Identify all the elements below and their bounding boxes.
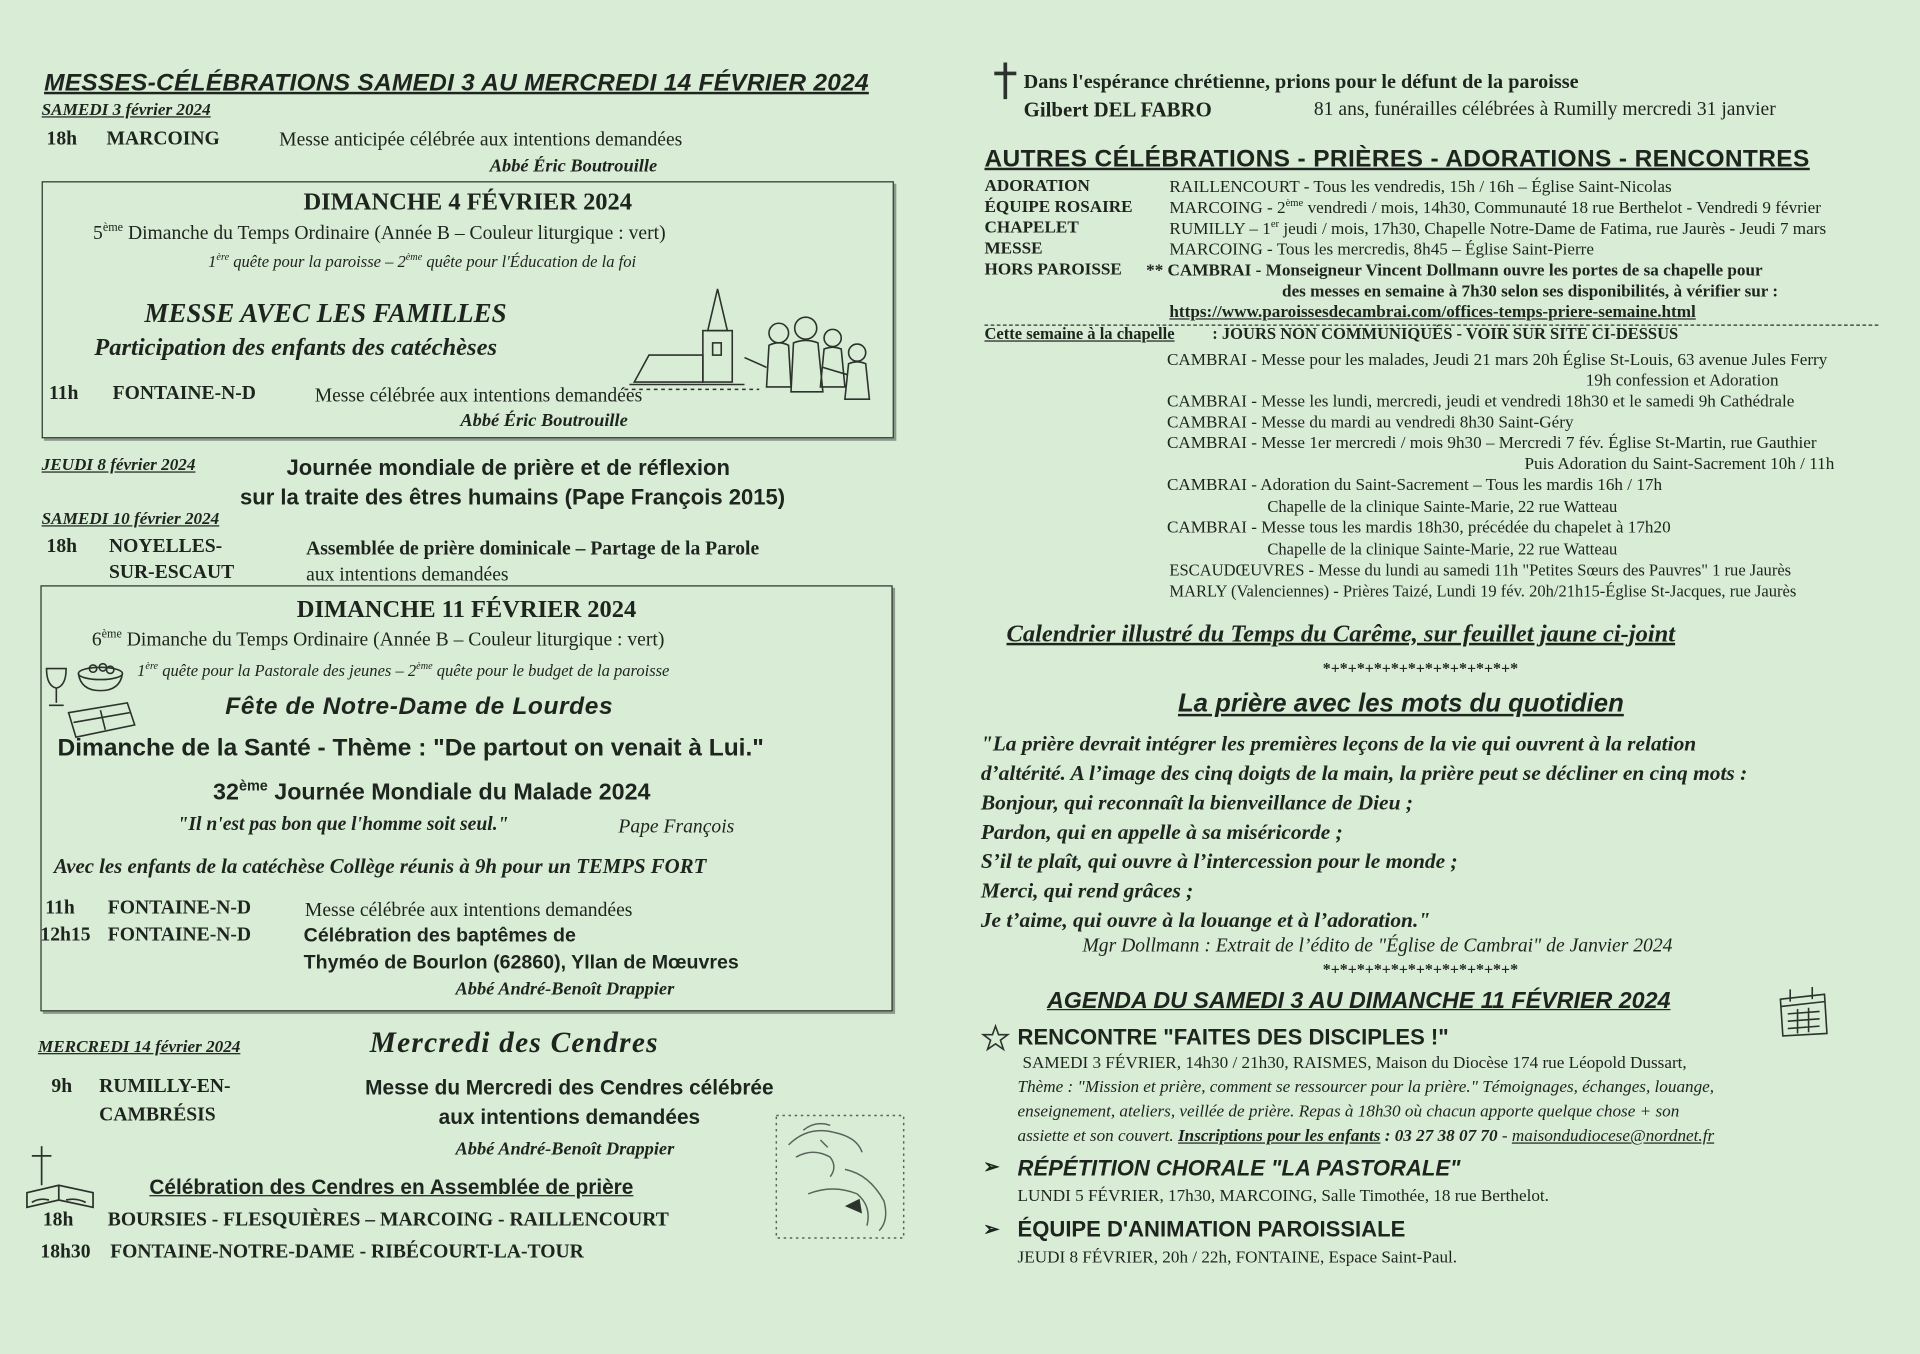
calendar-note: Calendrier illustré du Temps du Carême, sur feuillet jaune ci-joint — [1006, 620, 1676, 648]
time-ash-1: 18h — [42, 1209, 74, 1231]
label-hors-paroisse: HORS PAROISSE — [984, 260, 1122, 280]
obit-detail: 81 ans, funérailles célébrées à Rumilly mercredi 31 janvier — [1313, 99, 1776, 121]
cambrai-line-1: CAMBRAI - Messe pour les malades, Jeudi 21 mars 20h Église St-Louis, 63 avenue Jules Ferry — [1166, 351, 1828, 370]
ash-celebration-title: Célébration des Cendres en Assemblée de prière — [149, 1175, 634, 1199]
ash-wednesday-title: Mercredi des Cendres — [369, 1027, 659, 1060]
prayer-line-1: "La prière devrait intégrer les premières leçons de la vie qui ouvrent à la relation — [980, 731, 1697, 756]
date-thu8: JEUDI 8 février 2024 — [41, 456, 196, 476]
desc-sun11-1: Messe célébrée aux intentions demandées — [304, 900, 633, 921]
place-sat10-1: NOYELLES- — [108, 536, 223, 558]
quote-author: Pape François — [618, 816, 735, 838]
arrow-icon: ➢ — [983, 1219, 1000, 1241]
places-ash-2: FONTAINE-NOTRE-DAME - RIBÉCOURT-LA-TOUR — [110, 1241, 584, 1263]
marly-line: MARLY (Valenciennes) - Prières Taizé, Lundi 19 fév. 20h/21h15-Église St-Jacques, rue Jaurès — [1169, 581, 1797, 601]
cross-book-icon — [22, 1144, 108, 1217]
desc-sat10-1: Assemblée de prière dominicale – Partage de la Parole — [306, 538, 760, 560]
main-title: MESSES-CÉLÉBRATIONS SAMEDI 3 AU MERCREDI 14 FÉVRIER 2024 — [44, 69, 869, 97]
cambrai-line-8: Chapelle de la clinique Sainte-Marie, 22 rue Watteau — [1267, 497, 1618, 516]
sun4-title: DIMANCHE 4 FÉVRIER 2024 — [303, 188, 633, 216]
event-2-title: RÉPÉTITION CHORALE "LA PASTORALE" — [1017, 1155, 1461, 1181]
star-icon — [982, 1025, 1009, 1052]
prayer-line-6: Merci, qui rend grâces ; — [980, 877, 1194, 903]
row-adoration: RAILLENCOURT - Tous les vendredis, 15h / 16h – Église Saint-Nicolas — [1169, 178, 1672, 198]
date-sat10: SAMEDI 10 février 2024 — [41, 510, 220, 529]
health-sunday: Dimanche de la Santé - Thème : "De partout on venait à Lui." — [57, 734, 764, 762]
event-1-line-2: Thème : "Mission et prière, comment se ressourcer pour la prière." Témoignages, échanges, louange, — [1017, 1078, 1715, 1098]
prayer-line-4: Pardon, qui en appelle à sa miséricorde ; — [980, 819, 1343, 844]
priest-sun4: Abbé Éric Boutrouille — [460, 411, 628, 432]
obit-name: Gilbert DEL FABRO — [1023, 97, 1212, 122]
thu8-line2: sur la traite des êtres humains (Pape François 2015) — [240, 484, 786, 510]
place-sun11-1: FONTAINE-N-D — [107, 897, 252, 919]
cross-icon — [989, 60, 1021, 102]
event-1-title: RENCONTRE "FAITES DES DISCIPLES !" — [1017, 1024, 1449, 1050]
agenda-title: AGENDA DU SAMEDI 3 AU DIMANCHE 11 FÉVRIER 2024 — [1046, 988, 1671, 1014]
date-wed14: MERCREDI 14 février 2024 — [37, 1038, 241, 1057]
cambrai-line-9: CAMBRAI - Messe tous les mardis 18h30, précédée du chapelet à 17h20 — [1166, 519, 1671, 538]
cambrai-line-3: CAMBRAI - Messe les lundi, mercredi, jeudi et vendredi 18h30 et le samedi 9h Cathédrale — [1166, 393, 1795, 412]
cambrai-line-4: CAMBRAI - Messe du mardi au vendredi 8h30 Saint-Géry — [1166, 413, 1574, 433]
place-sun11-2: FONTAINE-N-D — [107, 924, 252, 946]
time-sun11-1: 11h — [45, 897, 75, 919]
other-celebrations-title: AUTRES CÉLÉBRATIONS - PRIÈRES - ADORATIONS - RENCONTRES — [984, 145, 1810, 173]
quote: "Il n'est pas bon que l'homme soit seul." — [177, 814, 509, 836]
escaudoeuvres-line: ESCAUDŒUVRES - Messe du lundi au samedi 11h "Petites Sœurs des Pauvres" 1 rue Jaurès — [1169, 560, 1792, 580]
week-label: Cette semaine à la chapelle — [984, 324, 1175, 343]
cambrai-line-6: Puis Adoration du Saint-Sacrement 10h / 11h — [1524, 455, 1835, 474]
event-1-line-1: SAMEDI 3 FÉVRIER, 14h30 / 21h30, RAISMES, Maison du Diocèse 174 rue Léopold Dussart, — [1022, 1054, 1687, 1073]
feast-lourdes: Fête de Notre-Dame de Lourdes — [225, 693, 614, 721]
time-sat3: 18h — [46, 128, 78, 150]
prayer-source: Mgr Dollmann : Extrait de l’édito de "Église de Cambrai" de Janvier 2024 — [1082, 935, 1673, 957]
row-hors-paroisse-2: des messes en semaine à 7h30 selon ses disponibilités, à vérifier sur : — [1282, 282, 1779, 302]
ash-forehead-drawing — [771, 1108, 908, 1243]
priest-wed14: Abbé André-Benoît Drappier — [455, 1140, 675, 1160]
families-title: MESSE AVEC LES FAMILLES — [144, 297, 507, 329]
chapel-url-link[interactable]: https://www.paroissesdecambrai.com/offices-temps-priere-semaine.html — [1169, 303, 1696, 323]
sun11-quetes: 1ère quête pour la Pastorale des jeunes – 2ème quête pour le budget de la paroisse — [137, 660, 670, 680]
place-sun4: FONTAINE-N-D — [112, 383, 256, 405]
desc-sat3: Messe anticipée célébrée aux intentions demandées — [279, 129, 683, 151]
place-wed14-2: CAMBRÉSIS — [99, 1104, 216, 1126]
places-ash-1: BOURSIES - FLESQUIÈRES – MARCOING - RAILLENCOURT — [107, 1209, 669, 1231]
sun4-ordinary: 5ème Dimanche du Temps Ordinaire (Année B – Couleur liturgique : vert) — [93, 221, 666, 244]
time-sat10: 18h — [46, 536, 78, 558]
event-3-line: JEUDI 8 FÉVRIER, 20h / 22h, FONTAINE, Espace Saint-Paul. — [1017, 1248, 1458, 1268]
sun4-quetes: 1ère quête pour la paroisse – 2ème quête pour l'Éducation de la foi — [208, 251, 637, 271]
time-sun4: 11h — [48, 383, 79, 405]
arrow-icon: ➢ — [983, 1157, 1000, 1178]
label-chapelet: CHAPELET — [984, 219, 1079, 238]
desc-wed14-1: Messe du Mercredi des Cendres célébrée — [365, 1076, 774, 1100]
event-1-line-3: enseignement, ateliers, veillée de prière. Repas à 18h30 où chacun apporte quelque chose + son — [1017, 1103, 1680, 1122]
place-sat3: MARCOING — [106, 128, 220, 150]
row-hors-paroisse: ** CAMBRAI - Monseigneur Vincent Dollmann ouvre les portes de sa chapelle pour — [1146, 262, 1763, 281]
event-2-line: LUNDI 5 FÉVRIER, 17h30, MARCOING, Salle Timothée, 18 rue Berthelot. — [1017, 1187, 1549, 1207]
time-ash-2: 18h30 — [40, 1241, 91, 1263]
desc-wed14-2: aux intentions demandées — [438, 1105, 701, 1129]
desc-sun11-2b: Thyméo de Bourlon (62860), Yllan de Mœuvres — [303, 952, 739, 974]
prayer-title: La prière avec les mots du quotidien — [1177, 689, 1624, 718]
cambrai-line-5: CAMBRAI - Messe 1er mercredi / mois 9h30 – Mercredi 7 fév. Église St-Martin, rue Gauthier — [1166, 434, 1817, 454]
event-1-line-4: assiette et son couvert. Inscriptions pour les enfants : 03 27 38 07 70 - maisondudiocese@nordnet.fr — [1017, 1127, 1715, 1147]
priest-sun11: Abbé André-Benoît Drappier — [455, 979, 675, 1000]
cambrai-line-7: CAMBRAI - Adoration du Saint-Sacrement – Tous les mardis 16h / 17h — [1166, 476, 1663, 495]
prayer-line-2: d’altérité. A l’image des cinq doigts de la main, la prière peut se décliner en cinq mots : — [980, 760, 1748, 785]
families-sub: Participation des enfants des catéchèses — [94, 334, 497, 362]
desc-sun11-2a: Célébration des baptêmes de — [303, 925, 576, 947]
row-rosaire: MARCOING - 2ème vendredi / mois, 14h30, Communauté 18 rue Berthelot - Vendredi 9 février — [1169, 196, 1821, 218]
prayer-line-3: Bonjour, qui reconnaît la bienveillance de Dieu ; — [980, 789, 1413, 815]
label-rosaire: ÉQUIPE ROSAIRE — [984, 198, 1133, 217]
time-wed14: 9h — [51, 1076, 73, 1098]
place-sat10-2: SUR-ESCAUT — [108, 562, 235, 583]
event-3-title: ÉQUIPE D'ANIMATION PAROISSIALE — [1017, 1217, 1406, 1242]
stars-divider-2: *+*+*+*+*+*+*+*+*+*+*+* — [1322, 960, 1519, 979]
place-wed14-1: RUMILLY-EN- — [99, 1076, 231, 1098]
calendar-icon — [1776, 987, 1832, 1038]
sick-day: 32ème Journée Mondiale du Malade 2024 — [213, 778, 651, 806]
prayer-line-7: Je t’aime, qui ouvre à la louange et à l’adoration." — [980, 907, 1431, 932]
prayer-line-5: S’il te plaît, qui ouvre à l’intercession pour le monde ; — [980, 848, 1458, 874]
label-adoration: ADORATION — [984, 177, 1090, 196]
email-link[interactable]: maisondudiocese@nordnet.fr — [1511, 1127, 1715, 1147]
time-sun11-2: 12h15 — [40, 924, 91, 946]
stars-divider-1: *+*+*+*+*+*+*+*+*+*+*+* — [1322, 658, 1519, 678]
desc-sat10-2: aux intentions demandées — [306, 564, 509, 586]
row-messe: MARCOING - Tous les mercredis, 8h45 – Église Saint-Pierre — [1169, 241, 1595, 260]
children-catechesis: Avec les enfants de la catéchèse Collège réunis à 9h pour un TEMPS FORT — [53, 854, 707, 878]
obit-line1: Dans l'espérance chrétienne, prions pour le défunt de la paroisse — [1023, 69, 1579, 94]
row-chapelet: RUMILLY – 1er jeudi / mois, 17h30, Chapelle Notre-Dame de Fatima, rue Jaurès - Jeudi 7 mars — [1169, 217, 1827, 239]
priest-sat3: Abbé Éric Boutrouille — [489, 156, 658, 177]
cambrai-line-2: 19h confession et Adoration — [1585, 372, 1779, 391]
desc-sun4: Messe célébrée aux intentions demandées — [314, 385, 643, 407]
cambrai-line-10: Chapelle de la clinique Sainte-Marie, 22 rue Watteau — [1267, 540, 1618, 559]
thu8-line1: Journée mondiale de prière et de réflexion — [286, 455, 730, 481]
label-messe: MESSE — [984, 240, 1043, 259]
sun11-ordinary: 6ème Dimanche du Temps Ordinaire (Année B – Couleur liturgique : vert) — [91, 627, 665, 651]
date-sat3: SAMEDI 3 février 2024 — [41, 101, 211, 121]
week-text: : JOURS NON COMMUNIQUÉS - VOIR SUR SITE CI-DESSUS — [1212, 324, 1679, 343]
sun11-title: DIMANCHE 11 FÉVRIER 2024 — [296, 596, 637, 624]
church-family-illustration — [622, 282, 885, 417]
